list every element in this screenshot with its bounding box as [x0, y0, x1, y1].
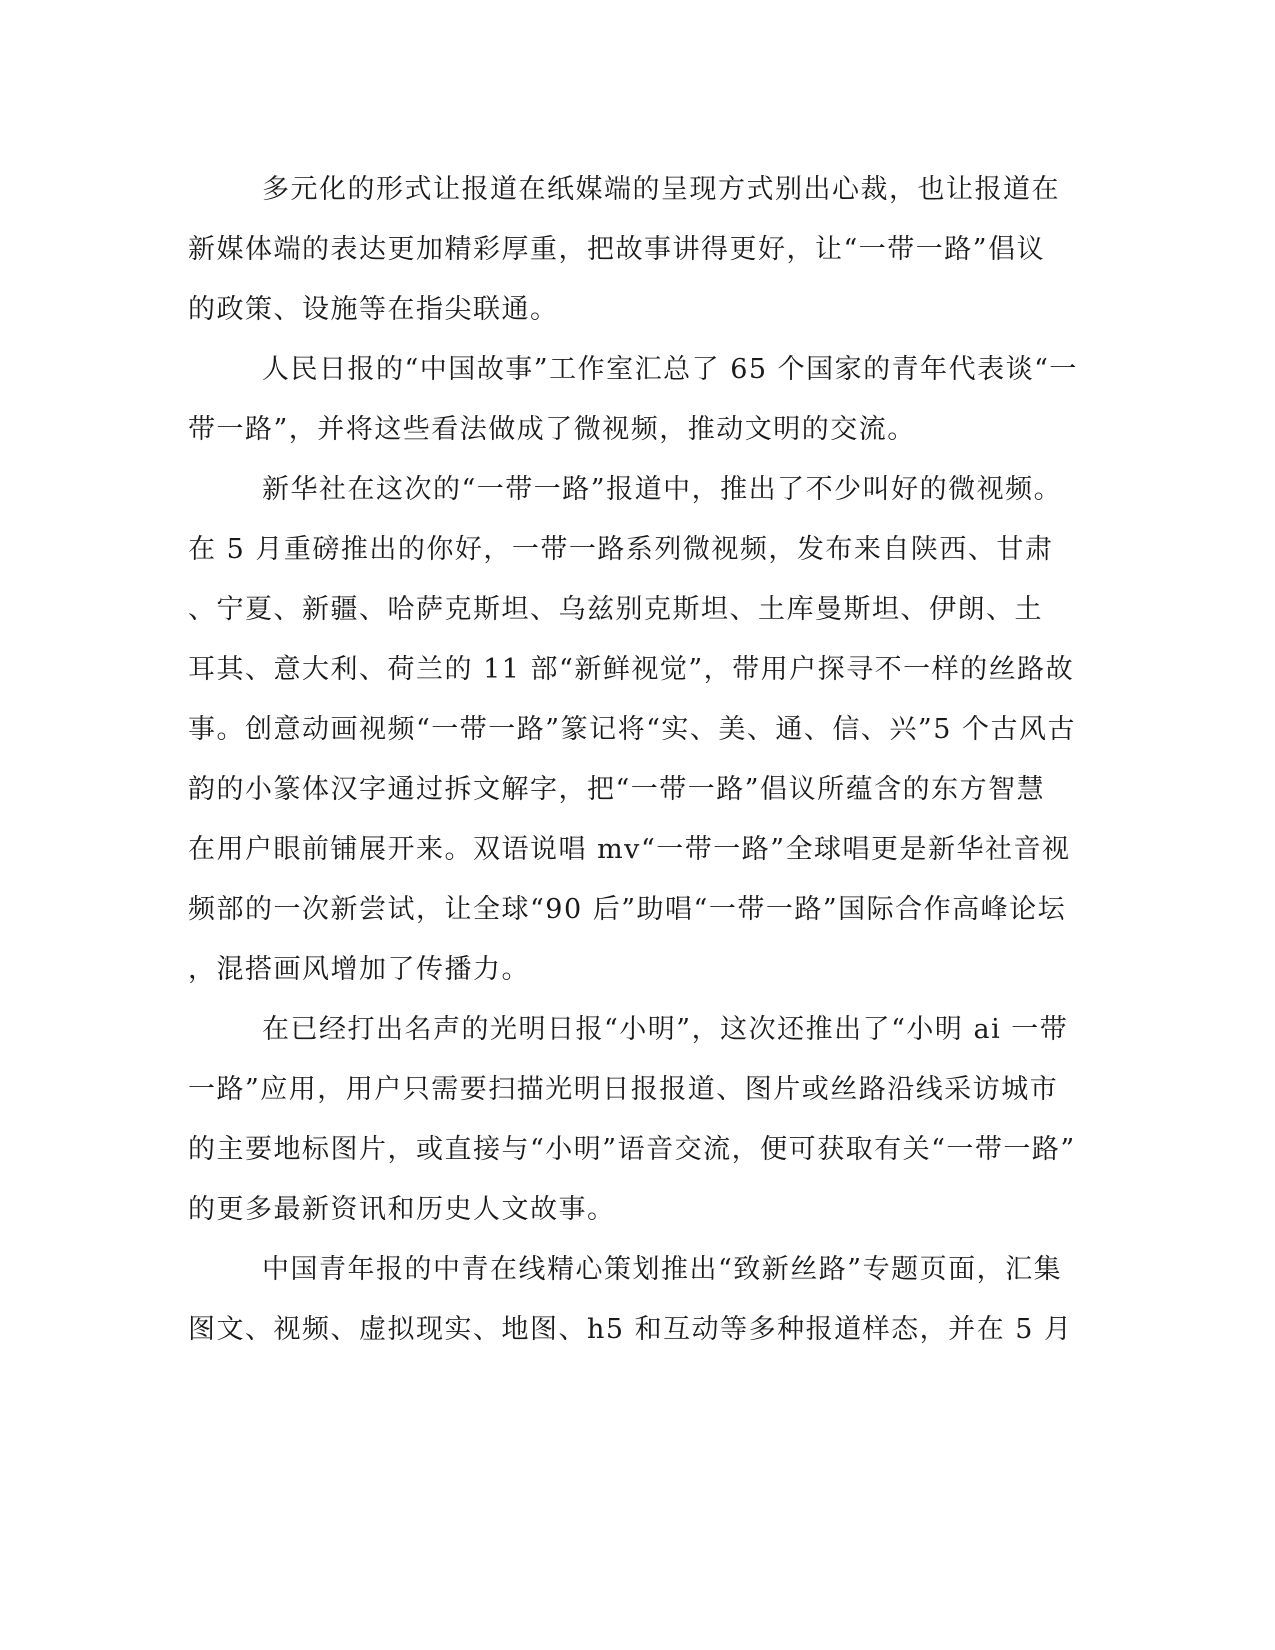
paragraph-3-line-9: ，混搭画风增加了传播力。 — [188, 954, 530, 985]
paragraph-3-line-1: 新华社在这次的“一带一路”报道中，推出了不少叫好的微视频。 — [262, 474, 1063, 505]
paragraph-3-line-3: 、宁夏、新疆、哈萨克斯坦、乌兹别克斯坦、土库曼斯坦、伊朗、土 — [188, 594, 1043, 625]
paragraph-4-line-4: 的更多最新资讯和历史人文故事。 — [188, 1194, 616, 1225]
paragraph-5-line-1: 中国青年报的中青在线精心策划推出“致新丝路”专题页面，汇集 — [262, 1254, 1063, 1285]
paragraph-4-line-1: 在已经打出名声的光明日报“小明”，这次还推出了“小明 ai 一带 — [262, 1014, 1069, 1045]
paragraph-3-line-6: 韵的小篆体汉字通过拆文解字，把“一带一路”倡议所蕴含的东方智慧 — [188, 774, 1046, 805]
paragraph-1-line-1: 多元化的形式让报道在纸媒端的呈现方式别出心裁，也让报道在 — [262, 174, 1060, 205]
paragraph-1-line-3: 的政策、设施等在指尖联通。 — [188, 294, 559, 325]
document-body — [188, 160, 1078, 1360]
paragraph-4-line-2: 一路”应用，用户只需要扫描光明日报报道、图片或丝路沿线采访城市 — [188, 1074, 1059, 1105]
paragraph-2-line-2: 带一路”，并将这些看法做成了微视频，推动文明的交流。 — [188, 414, 916, 445]
paragraph-5-line-2: 图文、视频、虚拟现实、地图、h5 和互动等多种报道样态，并在 5 月 — [188, 1314, 1073, 1345]
paragraph-3-line-5: 事。创意动画视频“一带一路”篆记将“实、美、通、信、兴”5 个古风古 — [188, 714, 1076, 745]
paragraph-3-line-2: 在 5 月重磅推出的你好，一带一路系列微视频，发布来自陕西、甘肃 — [188, 534, 1054, 565]
paragraph-1-line-2: 新媒体端的表达更加精彩厚重，把故事讲得更好，让“一带一路”倡议 — [188, 234, 1046, 265]
paragraph-4-line-3: 的主要地标图片，或直接与“小明”语音交流，便可获取有关“一带一路” — [188, 1134, 1076, 1165]
paragraph-3-line-8: 频部的一次新尝试，让全球“90 后”助唱“一带一路”国际合作高峰论坛 — [188, 894, 1067, 925]
paragraph-3-line-7: 在用户眼前铺展开来。双语说唱 mv“一带一路”全球唱更是新华社音视 — [188, 834, 1071, 865]
paragraph-2-line-1: 人民日报的“中国故事”工作室汇总了 65 个国家的青年代表谈“一 — [262, 354, 1078, 385]
paragraph-3-line-4: 耳其、意大利、荷兰的 11 部“新鲜视觉”，带用户探寻不一样的丝路故 — [188, 654, 1075, 685]
